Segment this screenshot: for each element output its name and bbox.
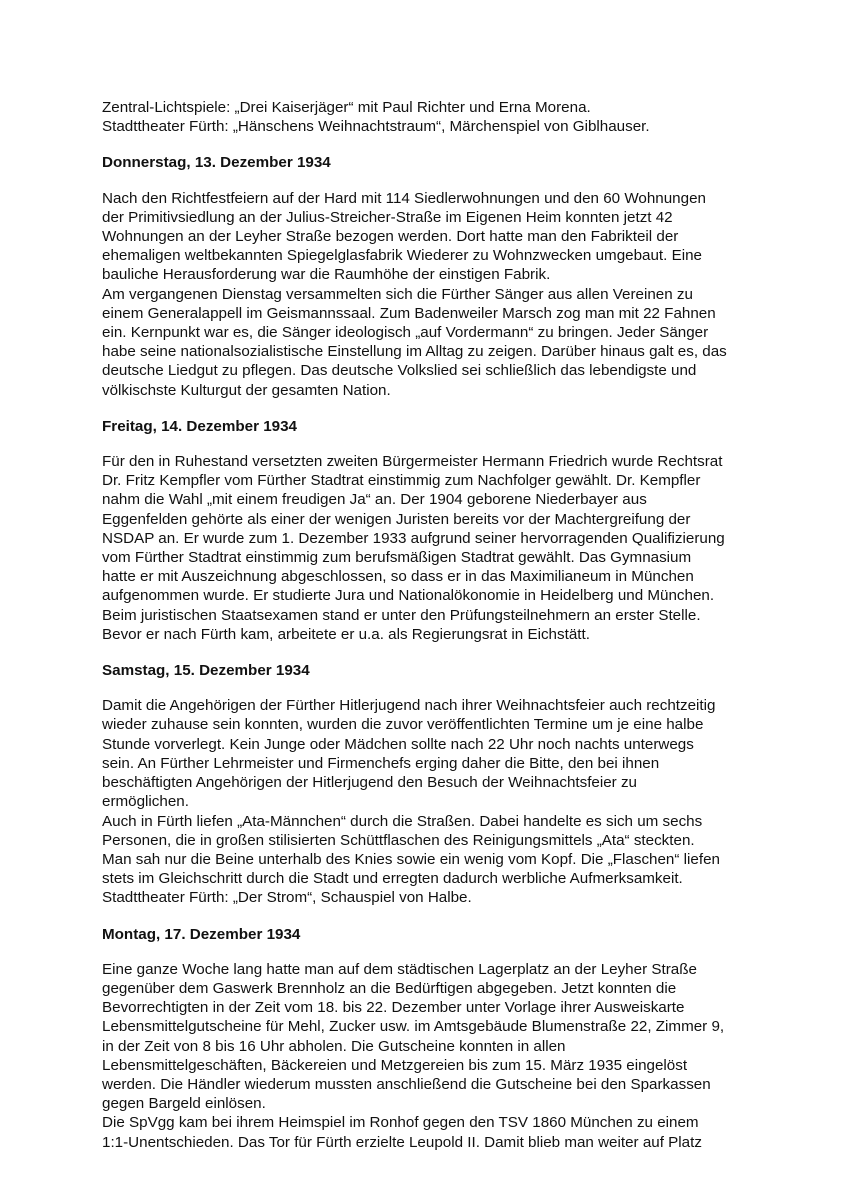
- text-line: hatte er mit Auszeichnung abgeschlossen, so dass er in das Maximilianeum in München: [102, 568, 694, 586]
- text-line: deutsche Liedgut zu pflegen. Das deutsche Volkslied sei schließlich das lebendigste und: [102, 362, 697, 380]
- text-line: beschäftigten Angehörigen der Hitlerjugend den Besuch der Weihnachtsfeier zu: [102, 774, 638, 792]
- text-line: der Primitivsiedlung an der Julius-Streicher-Straße im Eigenen Heim konnten jetzt 42: [102, 208, 673, 226]
- spacer: [102, 173, 762, 189]
- text-line: ein. Kernpunkt war es, die Sänger ideologisch „auf Vordermann“ zu bringen. Jeder Sänger: [102, 324, 709, 342]
- text-line: habe seine nationalsozialistische Einstellung im Alltag zu zeigen. Darüber hinaus galt es, das: [102, 343, 727, 361]
- text-line: Lebensmittelgeschäften, Bäckereien und Metzgereien bis zum 15. März 1935 eingelöst: [102, 1056, 688, 1074]
- text-line: Stadttheater Fürth: „Der Strom“, Schauspiel von Halbe.: [102, 889, 472, 907]
- text-line: Auch in Fürth liefen „Ata-Männchen“ durch die Straßen. Dabei handelte es sich um sechs: [102, 812, 703, 830]
- date-heading: Samstag, 15. Dezember 1934: [102, 662, 310, 680]
- text-line: in der Zeit von 8 bis 16 Uhr abholen. Die Gutscheine konnten in allen: [102, 1037, 566, 1055]
- text-line: nahm die Wahl „mit einem freudigen Ja“ an. Der 1904 geborene Niederbayer aus: [102, 491, 647, 509]
- text-line: Damit die Angehörigen der Fürther Hitlerjugend nach ihrer Weihnachtsfeier auch rechtzeitig: [102, 697, 716, 715]
- text-line: einem Generalappell im Geismannssaal. Zum Badenweiler Marsch zog man mit 22 Fahnen: [102, 304, 716, 322]
- text-line: Wohnungen an der Leyher Straße bezogen werden. Dort hatte man den Fabrikteil der: [102, 228, 679, 246]
- text-line: NSDAP an. Er wurde zum 1. Dezember 1933 aufgrund seiner hervorragenden Qualifizierung: [102, 529, 725, 547]
- text-line: Lebensmittelgutscheine für Mehl, Zucker usw. im Amtsgebäude Blumenstraße 22, Zimmer 9,: [102, 1018, 725, 1036]
- text-line: werden. Die Händler wiederum mussten anschließend die Gutscheine bei den Sparkassen: [102, 1075, 711, 1093]
- text-line: Die SpVgg kam bei ihrem Heimspiel im Ronhof gegen den TSV 1860 München zu einem: [102, 1114, 699, 1132]
- paragraph: [102, 189, 762, 400]
- text-line: Am vergangenen Dienstag versammelten sich die Fürther Sänger aus allen Vereinen zu: [102, 285, 693, 303]
- text-line: Nach den Richtfestfeiern auf der Hard mit 114 Siedlerwohnungen und den 60 Wohnungen: [102, 189, 706, 207]
- text-line: gegenüber dem Gaswerk Brennholz an die Bedürftigen abgegeben. Jetzt konnten die: [102, 979, 677, 997]
- text-line: ehemaligen weltbekannten Spiegelglasfabrik Wiederer zu Wohnzwecken umgebaut. Eine: [102, 247, 702, 265]
- paragraph: [102, 960, 762, 1152]
- spacer: [102, 680, 762, 696]
- document-body: [102, 98, 762, 1152]
- text-line: stets im Gleichschritt durch die Stadt und erregten dadurch werbliche Aufmerksamkeit.: [102, 870, 683, 888]
- text-line: Bevorrechtigten in der Zeit vom 18. bis 22. Dezember unter Vorlage ihrer Ausweiskarte: [102, 999, 685, 1017]
- text-line: Dr. Fritz Kempfler vom Fürther Stadtrat einstimmig zum Nachfolger gewählt. Dr. Kempfler: [102, 472, 701, 490]
- date-heading: Freitag, 14. Dezember 1934: [102, 417, 298, 435]
- text-line: ermöglichen.: [102, 793, 189, 811]
- spacer: [102, 436, 762, 452]
- text-line: Eine ganze Woche lang hatte man auf dem städtischen Lagerplatz an der Leyher Straße: [102, 960, 697, 978]
- date-heading: Montag, 17. Dezember 1934: [102, 925, 301, 943]
- text-line: Stunde vorverlegt. Kein Junge oder Mädchen sollte nach 22 Uhr noch nachts unterwegs: [102, 735, 694, 753]
- text-line: wieder zuhause sein konnten, wurden die zuvor veröffentlichten Termine um je eine halbe: [102, 716, 704, 734]
- text-line: gegen Bargeld einlösen.: [102, 1095, 266, 1113]
- text-line: 1:1-Unentschieden. Das Tor für Fürth erzielte Leupold II. Damit blieb man weiter auf Platz: [102, 1133, 702, 1151]
- spacer: [102, 644, 762, 661]
- text-line: Man sah nur die Beine unterhalb des Knies sowie ein wenig vom Kopf. Die „Flaschen“ liefen: [102, 850, 720, 868]
- spacer: [102, 944, 762, 960]
- text-line: Für den in Ruhestand versetzten zweiten Bürgermeister Hermann Friedrich wurde Rechtsrat: [102, 453, 723, 471]
- spacer: [102, 136, 762, 153]
- text-line: Zentral-Lichtspiele: „Drei Kaiserjäger“ mit Paul Richter und Erna Morena.: [102, 99, 591, 116]
- paragraph: [102, 696, 762, 907]
- text-line: sein. An Fürther Lehrmeister und Firmenchefs erging daher die Bitte, den bei ihnen: [102, 754, 660, 772]
- text-line: Eggenfelden gehörte als einer der wenigen Juristen bereits vor der Machtergreifung der: [102, 510, 691, 528]
- text-line: völkischste Kulturgut der gesamten Nation.: [102, 381, 391, 399]
- date-heading: Donnerstag, 13. Dezember 1934: [102, 154, 331, 172]
- text-line: Personen, die in großen stilisierten Schüttflaschen des Reinigungsmittels „Ata“ steckten.: [102, 831, 695, 849]
- text-line: Bevor er nach Fürth kam, arbeitete er u.a. als Regierungsrat in Eichstätt.: [102, 625, 590, 643]
- text-line: Beim juristischen Staatsexamen stand er unter den Prüfungsteilnehmern an erster Stelle.: [102, 606, 701, 624]
- text-line: Stadttheater Fürth: „Hänschens Weihnachtstraum“, Märchenspiel von Giblhauser.: [102, 118, 650, 136]
- paragraph: [102, 98, 762, 136]
- text-line: bauliche Herausforderung war die Raumhöhe der einstigen Fabrik.: [102, 266, 551, 284]
- text-line: vom Fürther Stadtrat einstimmig zum berufsmäßigen Stadtrat gewählt. Das Gymnasium: [102, 549, 692, 567]
- text-line: aufgenommen wurde. Er studierte Jura und Nationalökonomie in Heidelberg und München.: [102, 587, 715, 605]
- spacer: [102, 908, 762, 925]
- paragraph: [102, 452, 762, 644]
- spacer: [102, 400, 762, 417]
